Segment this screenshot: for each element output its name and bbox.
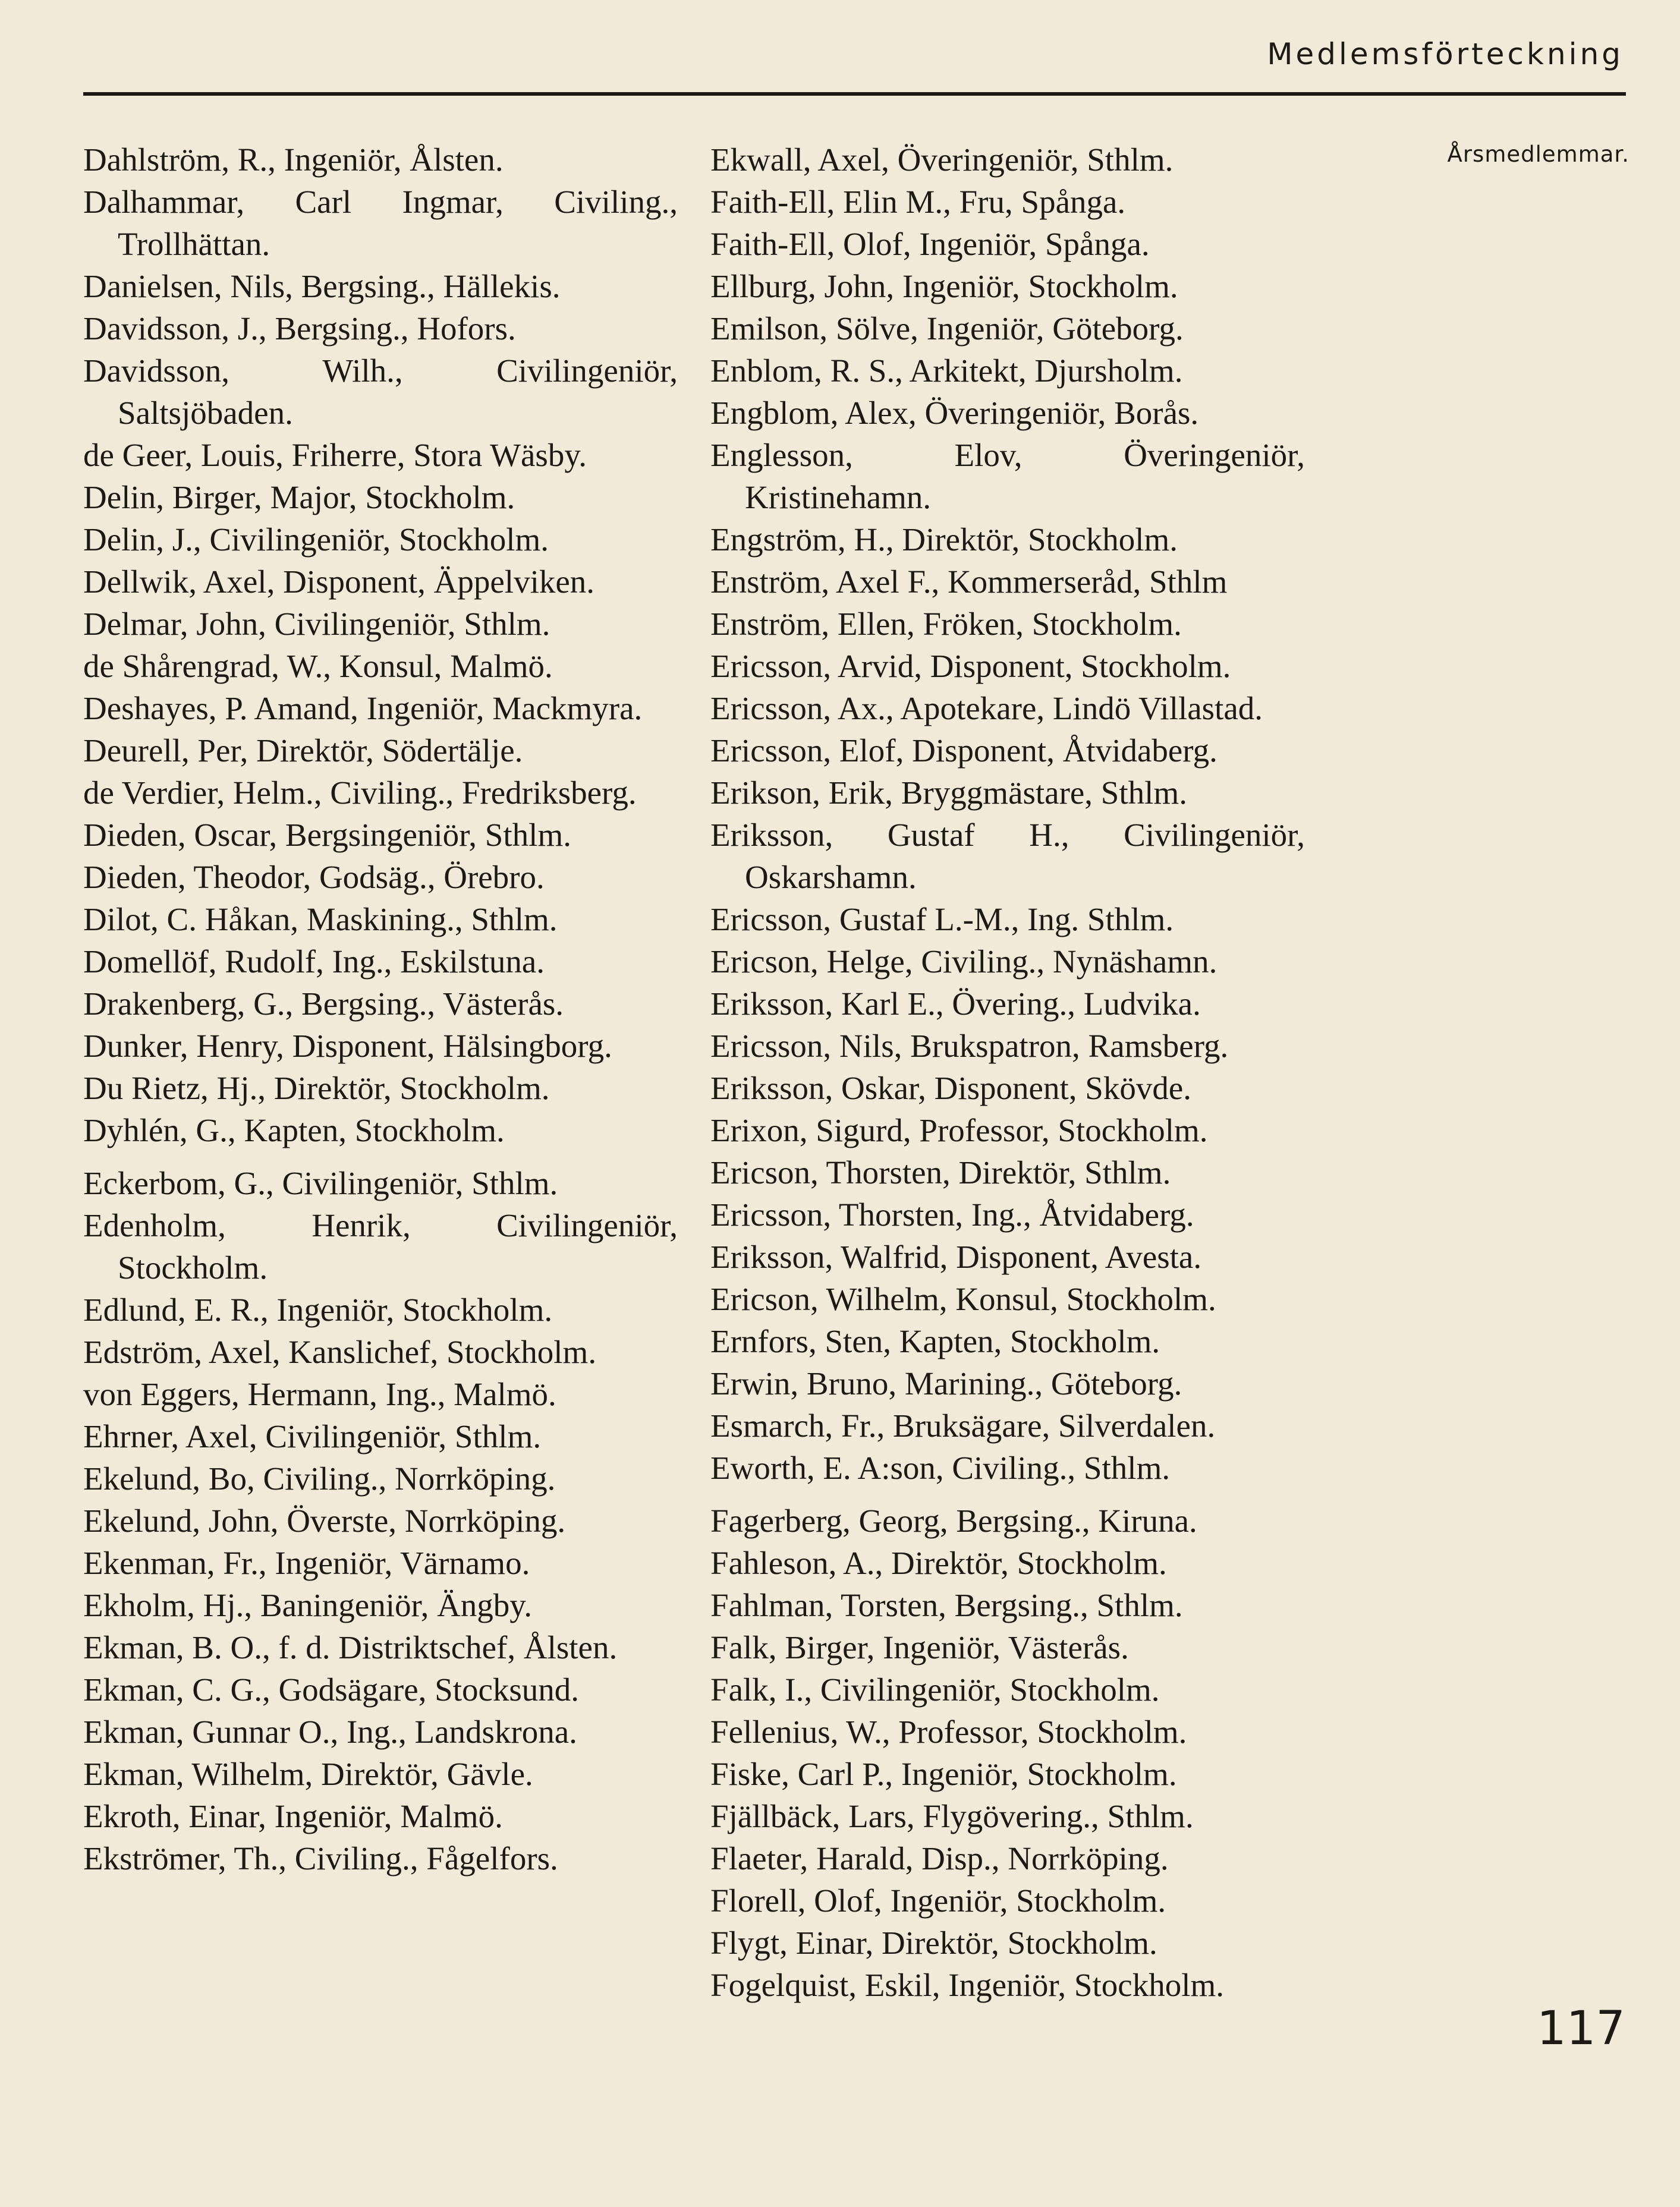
member-entry: Ericson, Wilhelm, Konsul, Stockholm. [710, 1281, 1216, 1317]
section-label: Årsmedlemmar. [1447, 141, 1629, 167]
member-entry: Delin, Birger, Major, Stockholm. [83, 479, 515, 515]
member-entry: Edlund, E. R., Ingeniör, Stockholm. [83, 1292, 553, 1328]
member-entry: Dieden, Oscar, Bergsingeniör, Sthlm. [83, 817, 571, 853]
member-entry: Eriksson, Walfrid, Disponent, Avesta. [710, 1239, 1202, 1275]
member-entry: Enström, Ellen, Fröken, Stockholm. [710, 606, 1182, 642]
header-rule [83, 92, 1626, 96]
running-title: Medlemsförteckning [1267, 37, 1624, 71]
member-entry: Englesson, Elov, Överingeniör, Kristinehamn. [710, 437, 1305, 515]
member-entry: Ernfors, Sten, Kapten, Stockholm. [710, 1323, 1160, 1359]
member-entry: Ekelund, John, Överste, Norrköping. [83, 1503, 566, 1539]
member-entry: Fjällbäck, Lars, Flygövering., Sthlm. [710, 1798, 1194, 1834]
member-entry: de Shårengrad, W., Konsul, Malmö. [83, 648, 553, 684]
member-entry: Fellenius, W., Professor, Stockholm. [710, 1714, 1187, 1750]
member-entry: Fahleson, A., Direktör, Stockholm. [710, 1545, 1167, 1581]
member-entry: Esmarch, Fr., Bruksägare, Silverdalen. [710, 1408, 1216, 1444]
member-entry: de Verdier, Helm., Civiling., Fredriksberg. [83, 775, 637, 811]
member-entry: Eckerbom, G., Civilingeniör, Sthlm. [83, 1165, 558, 1201]
member-entry: Fahlman, Torsten, Bergsing., Sthlm. [710, 1587, 1183, 1623]
member-entry: Ericsson, Thorsten, Ing., Åtvidaberg. [710, 1197, 1194, 1233]
member-entry: Ericson, Thorsten, Direktör, Sthlm. [710, 1154, 1171, 1191]
member-entry: Ekelund, Bo, Civiling., Norrköping. [83, 1460, 556, 1497]
member-entry: Domellöf, Rudolf, Ing., Eskilstuna. [83, 943, 545, 980]
member-entry: Ericsson, Gustaf L.-M., Ing. Sthlm. [710, 901, 1174, 937]
member-entry: Ericsson, Arvid, Disponent, Stockholm. [710, 648, 1231, 684]
member-entry: Ehrner, Axel, Civilingeniör, Sthlm. [83, 1418, 542, 1454]
member-entry: Edenholm, Henrik, Civilingeniör, Stockholm. [83, 1207, 678, 1286]
member-entry: Fiske, Carl P., Ingeniör, Stockholm. [710, 1756, 1177, 1792]
member-entry: Eriksson, Oskar, Disponent, Skövde. [710, 1070, 1191, 1106]
member-entry: Fogelquist, Eskil, Ingeniör, Stockholm. [710, 1967, 1225, 2003]
member-entry: Ekman, Wilhelm, Direktör, Gävle. [83, 1756, 533, 1792]
member-entry: Engström, H., Direktör, Stockholm. [710, 521, 1178, 558]
member-entry: Dilot, C. Håkan, Maskining., Sthlm. [83, 901, 558, 937]
member-entry: de Geer, Louis, Friherre, Stora Wäsby. [83, 437, 587, 473]
member-entry: Eworth, E. A:son, Civiling., Sthlm. [710, 1450, 1171, 1486]
member-entry: Dieden, Theodor, Godsäg., Örebro. [83, 859, 545, 895]
member-entry: Fagerberg, Georg, Bergsing., Kiruna. [710, 1503, 1197, 1539]
member-entry: Delmar, John, Civilingeniör, Sthlm. [83, 606, 550, 642]
member-entry: Ekman, Gunnar O., Ing., Landskrona. [83, 1714, 577, 1750]
member-entry: Ekman, B. O., f. d. Distriktschef, Ålsten. [83, 1629, 618, 1666]
member-entry: Dahlström, R., Ingeniör, Ålsten. [83, 141, 504, 178]
member-entry: Eriksson, Karl E., Övering., Ludvika. [710, 986, 1201, 1022]
member-entry: von Eggers, Hermann, Ing., Malmö. [83, 1376, 556, 1412]
member-entry: Falk, Birger, Ingeniör, Västerås. [710, 1629, 1129, 1666]
member-entry: Faith-Ell, Olof, Ingeniör, Spånga. [710, 226, 1150, 262]
member-entry: Deshayes, P. Amand, Ingeniör, Mackmyra. [83, 690, 643, 726]
member-entry: Ekwall, Axel, Överingeniör, Sthlm. [710, 141, 1174, 178]
member-entry: Ekenman, Fr., Ingeniör, Värnamo. [83, 1545, 530, 1581]
member-entry: Faith-Ell, Elin M., Fru, Spånga. [710, 184, 1126, 220]
member-entry: Dalhammar, Carl Ingmar, Civiling., Trollhättan. [83, 184, 678, 262]
column-right [710, 138, 1305, 2006]
member-entry: Edström, Axel, Kanslichef, Stockholm. [83, 1334, 597, 1370]
member-entry: Engblom, Alex, Överingeniör, Borås. [710, 395, 1199, 431]
member-entry: Emilson, Sölve, Ingeniör, Göteborg. [710, 310, 1184, 347]
member-entry: Drakenberg, G., Bergsing., Västerås. [83, 986, 564, 1022]
member-entry: Du Rietz, Hj., Direktör, Stockholm. [83, 1070, 550, 1106]
member-entry: Flygt, Einar, Direktör, Stockholm. [710, 1925, 1157, 1961]
member-entry: Ekroth, Einar, Ingeniör, Malmö. [83, 1798, 503, 1834]
member-entry: Ellburg, John, Ingeniör, Stockholm. [710, 268, 1178, 304]
page-number: 117 [1537, 2002, 1625, 2055]
member-entry: Ekman, C. G., Godsägare, Stocksund. [83, 1671, 580, 1708]
member-entry: Ericson, Helge, Civiling., Nynäshamn. [710, 943, 1217, 980]
member-entry: Ekholm, Hj., Baningeniör, Ängby. [83, 1587, 532, 1623]
member-entry: Erwin, Bruno, Marining., Göteborg. [710, 1365, 1182, 1402]
member-entry: Ericsson, Nils, Brukspatron, Ramsberg. [710, 1028, 1229, 1064]
member-entry: Davidsson, Wilh., Civilingeniör, Saltsjöbaden. [83, 352, 678, 431]
member-entry: Danielsen, Nils, Bergsing., Hällekis. [83, 268, 561, 304]
member-entry: Deurell, Per, Direktör, Södertälje. [83, 732, 523, 769]
member-entry: Ekströmer, Th., Civiling., Fågelfors. [83, 1840, 558, 1877]
member-entry: Ericsson, Elof, Disponent, Åtvidaberg. [710, 732, 1217, 769]
member-entry: Delin, J., Civilingeniör, Stockholm. [83, 521, 549, 558]
member-entry: Flaeter, Harald, Disp., Norrköping. [710, 1840, 1169, 1877]
member-entry: Davidsson, J., Bergsing., Hofors. [83, 310, 516, 347]
member-entry: Eriksson, Gustaf H., Civilingeniör, Oskarshamn. [710, 817, 1305, 895]
member-entry: Erikson, Erik, Bryggmästare, Sthlm. [710, 775, 1187, 811]
member-entry: Erixon, Sigurd, Professor, Stockholm. [710, 1112, 1208, 1148]
member-entry: Dyhlén, G., Kapten, Stockholm. [83, 1112, 505, 1148]
member-entry: Ericsson, Ax., Apotekare, Lindö Villastad. [710, 690, 1263, 726]
member-entry: Dunker, Henry, Disponent, Hälsingborg. [83, 1028, 612, 1064]
column-left [83, 138, 678, 1879]
member-entry: Falk, I., Civilingeniör, Stockholm. [710, 1671, 1160, 1708]
member-entry: Dellwik, Axel, Disponent, Äppelviken. [83, 563, 595, 600]
member-entry: Enström, Axel F., Kommerseråd, Sthlm [710, 563, 1228, 600]
member-entry: Enblom, R. S., Arkitekt, Djursholm. [710, 352, 1183, 389]
member-entry: Florell, Olof, Ingeniör, Stockholm. [710, 1882, 1166, 1919]
